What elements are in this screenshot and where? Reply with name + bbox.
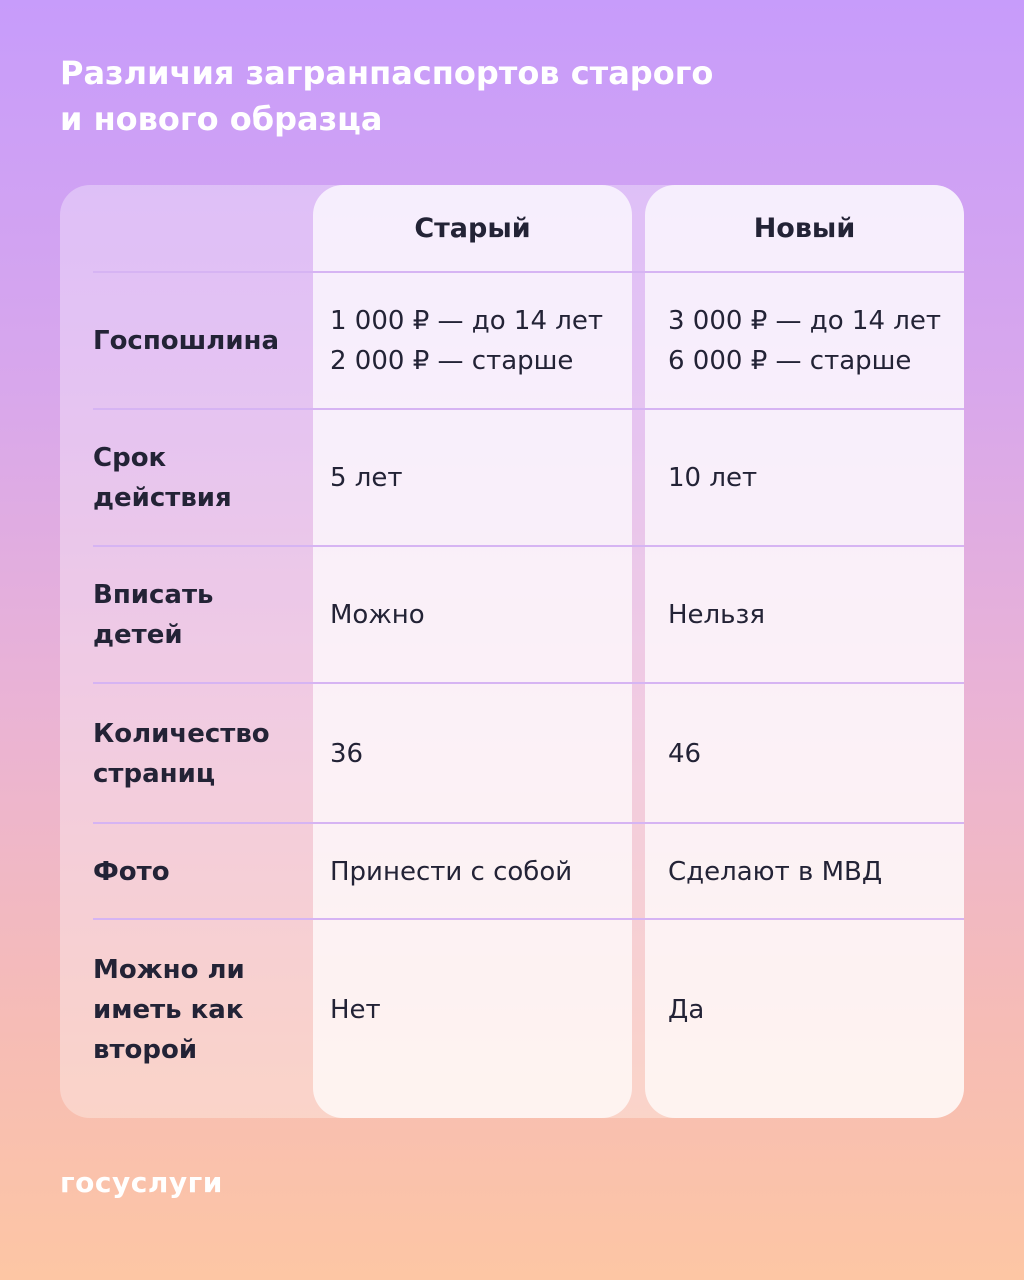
row-old-value: Нет (330, 995, 381, 1025)
header-old-label: Старый (414, 213, 531, 244)
row-new-value: 46 (668, 739, 702, 769)
row-new-value: 3 000 ₽ — до 14 лет 6 000 ₽ — старше (668, 306, 942, 376)
table-row (93, 271, 964, 409)
table-header-row (60, 185, 964, 273)
table-row (93, 408, 964, 546)
table-row (93, 918, 964, 1100)
row-label: Вписать детей (93, 580, 214, 650)
header-old (313, 185, 632, 273)
gosuslugi-logo: госуслуги (60, 1166, 223, 1199)
row-label: Можно ли иметь как второй (93, 955, 245, 1065)
row-label: Срок действия (93, 443, 232, 513)
row-new-value: 10 лет (668, 463, 758, 493)
row-label: Госпошлина (93, 326, 280, 356)
row-new-value: Да (668, 995, 705, 1025)
header-new-label: Новый (753, 213, 856, 244)
row-label: Количество страниц (93, 719, 270, 789)
row-old-value: 1 000 ₽ — до 14 лет 2 000 ₽ — старше (330, 306, 604, 376)
row-old-value: 36 (330, 739, 364, 769)
header-new (645, 185, 964, 273)
row-new-value: Сделают в МВД (668, 857, 883, 887)
table-row (93, 545, 964, 683)
row-label: Фото (93, 857, 170, 887)
row-old-value: Принести с собой (330, 857, 573, 887)
comparison-table (60, 185, 964, 1118)
table-row (93, 682, 964, 824)
table-row (93, 822, 964, 920)
row-old-value: 5 лет (330, 463, 403, 493)
page-title (60, 50, 780, 142)
row-old-value: Можно (330, 600, 425, 630)
page-title-line-2: и нового образца (60, 100, 383, 138)
page-title-line-1: Различия загранпаспортов старого (60, 54, 714, 92)
row-new-value: Нельзя (668, 600, 765, 630)
